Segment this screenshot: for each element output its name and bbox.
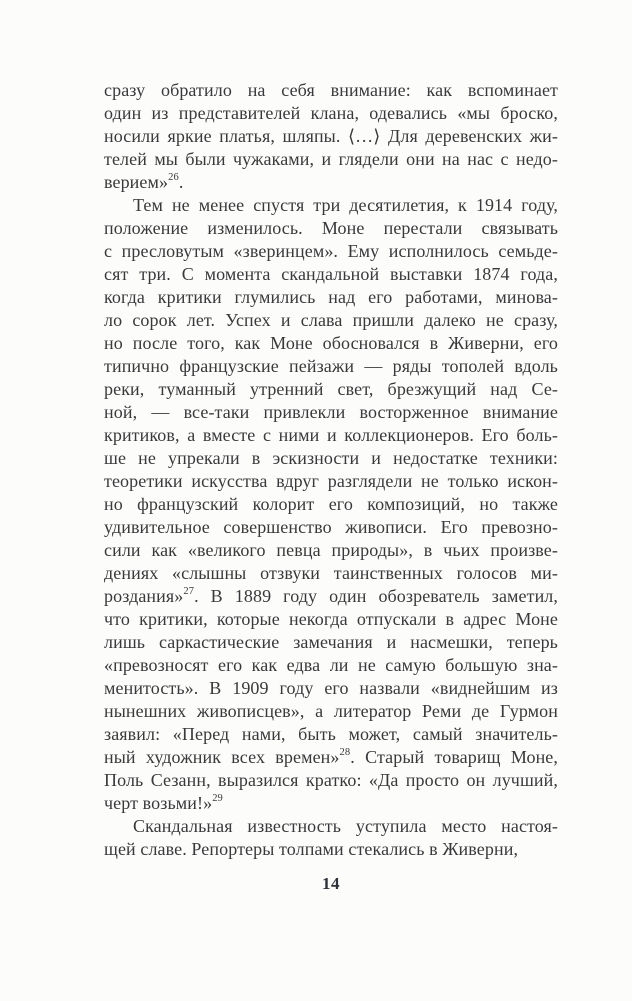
text-line: критиков, а вместе с ними и коллекционеров. Его боль-: [104, 425, 558, 445]
footnote-ref-29: 29: [212, 793, 223, 804]
page-number: 14: [322, 874, 340, 893]
paragraph-3: [104, 815, 558, 861]
paragraph-1: [104, 79, 558, 194]
text-line: что критики, которые некогда отпускали в адрес Моне: [104, 609, 558, 629]
text-segment: . Старый товарищ Моне,: [350, 747, 558, 767]
text-line: ной, — все-таки привлекли восторженное внимание: [104, 402, 558, 422]
text-line: сят три. С момента скандальной выставки 1874 года,: [104, 264, 558, 284]
text-line: но французский колорит его композиций, но также: [104, 494, 558, 514]
text-segment: .: [178, 172, 184, 192]
text-line: сразу обратило на себя внимание: как вспоминает: [104, 80, 558, 100]
footnote-ref-28: 28: [339, 747, 351, 758]
text-line: носили яркие платья, шляпы. ⟨…⟩ Для деревенских жи-: [104, 126, 558, 146]
footnote-ref-27: 27: [183, 586, 195, 597]
text-line: когда критики глумились над его работами, минова-: [104, 287, 558, 307]
paragraph-2: [104, 194, 558, 815]
text-line: но после того, как Моне обосновался в Живерни, его: [104, 333, 558, 353]
text-line: ло сорок лет. Успех и слава пришли далеко не сразу,: [104, 310, 558, 330]
text-line: реки, туманный утренний свет, брезжущий над Се-: [104, 379, 558, 399]
text-line: [104, 792, 558, 815]
text-line: менитость». В 1909 году его назвали «виднейшим из: [104, 678, 558, 698]
text-line: удивительное совершенство живописи. Его превозно-: [104, 517, 558, 537]
footnote-ref-26: 26: [168, 172, 179, 183]
text-line: заявил: «Перед нами, быть может, самый значитель-: [104, 724, 558, 744]
text-segment: верием»: [104, 172, 169, 192]
text-line: Поль Сезанн, выразился кратко: «Да просто он лучший,: [104, 770, 558, 790]
text-line: сили как «великого певца природы», в чьих произве-: [104, 540, 558, 560]
text-line: Скандальная известность уступила место настоя-: [133, 816, 558, 836]
text-segment: . В 1889 году один обозреватель заметил,: [194, 586, 558, 606]
text-line: дениях «слышны отзвуки таинственных голосов ми-: [104, 563, 558, 583]
text-line: «превозносят его как едва ли не самую большую зна-: [104, 655, 558, 675]
text-line: Тем не менее спустя три десятилетия, к 1914 году,: [133, 195, 558, 215]
text-line: теоретики искусства вдруг разглядели не только искон-: [104, 471, 558, 491]
text-segment: черт возьми!»: [104, 793, 213, 813]
text-segment: роздания»: [104, 586, 184, 606]
text-segment: ный художник всех времен»: [104, 747, 340, 767]
text-line: [104, 746, 558, 769]
text-line: [104, 171, 558, 194]
text-line: телей мы были чужаками, и глядели они на нас с недо-: [104, 149, 558, 169]
page-text-block: [104, 79, 558, 861]
text-line: ше не упрекали в эскизности и недостатке техники:: [104, 448, 558, 468]
text-line: лишь саркастические замечания и насмешки, теперь: [104, 632, 558, 652]
text-line: типично французские пейзажи — ряды тополей вдоль: [104, 356, 558, 376]
text-line: положение изменилось. Моне перестали связывать: [104, 218, 558, 238]
text-line: один из представителей клана, одевались «мы броско,: [104, 103, 558, 123]
text-line: нынешних живописцев», а литератор Реми де Гурмон: [104, 701, 558, 721]
text-line: с пресловутым «зверинцем». Ему исполнилось семьде-: [104, 241, 558, 261]
text-line: щей славе. Репортеры толпами стекались в Живерни,: [104, 839, 519, 859]
text-line: [104, 585, 558, 608]
